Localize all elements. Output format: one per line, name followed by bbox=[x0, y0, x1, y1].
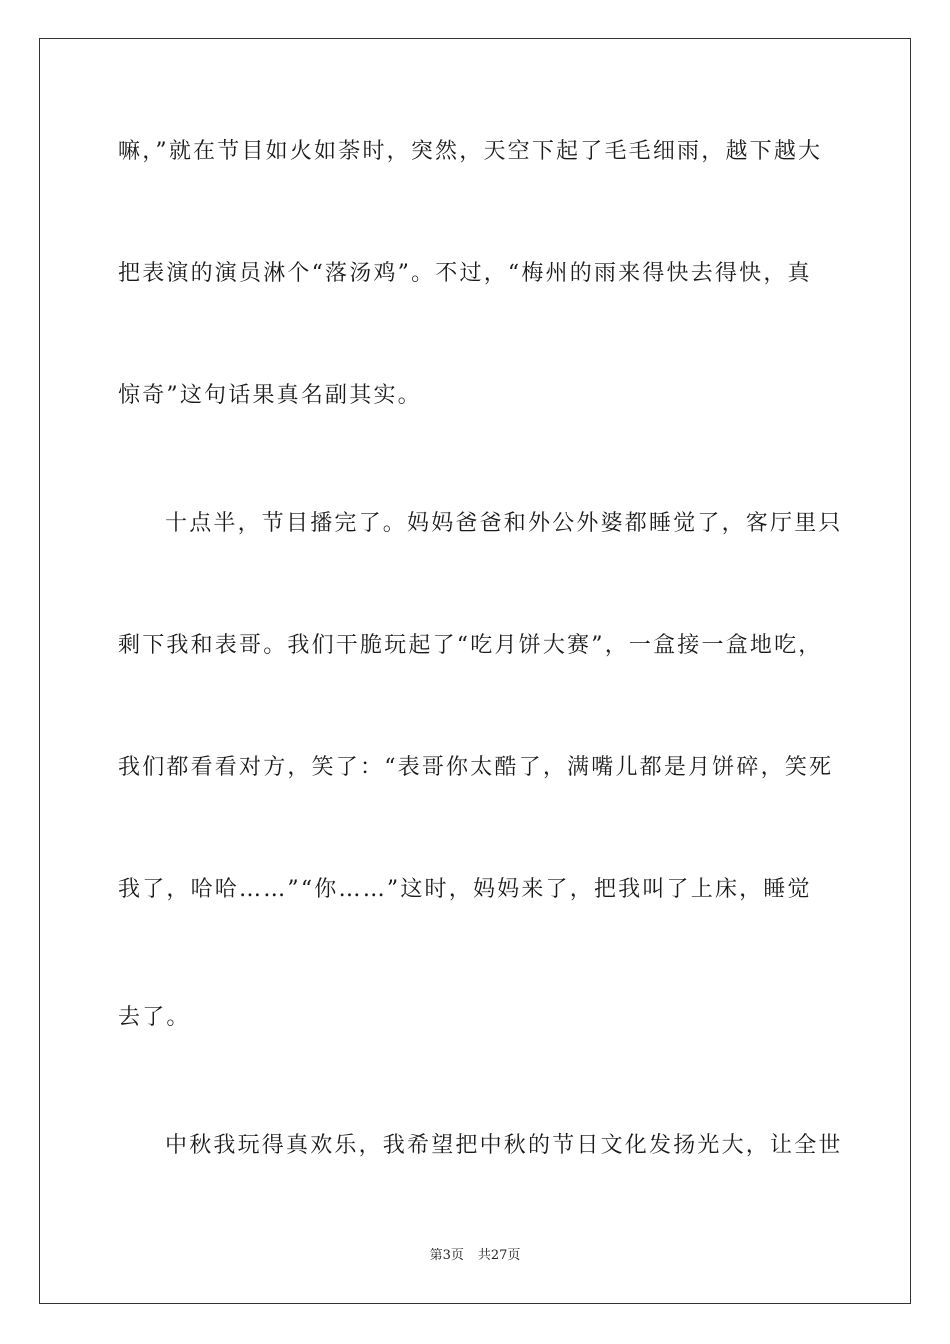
paragraph-line: 把表演的演员淋个“落汤鸡”。不过，“梅州的雨来得快去得快，真 bbox=[118, 261, 812, 286]
page-number: 第3页 bbox=[429, 1248, 464, 1263]
paragraph-line: 剩下我和表哥。我们干脆玩起了“吃月饼大赛”，一盒接一盒地吃， bbox=[118, 633, 823, 658]
page-total: 共27页 bbox=[477, 1248, 521, 1263]
page-border bbox=[39, 38, 911, 1304]
paragraph-line: 惊奇”这句话果真名副其实。 bbox=[118, 383, 422, 408]
paragraph-line: 十点半，节目播完了。妈妈爸爸和外公外婆都睡觉了，客厅里只 bbox=[165, 511, 843, 536]
paragraph-line: 我们都看看对方，笑了：“表哥你太酷了，满嘴儿都是月饼碎，笑死 bbox=[118, 755, 834, 780]
page-footer bbox=[0, 1246, 950, 1266]
paragraph-line: 中秋我玩得真欢乐，我希望把中秋的节日文化发扬光大，让全世 bbox=[165, 1133, 843, 1158]
paragraph-line: 去了。 bbox=[118, 1005, 191, 1030]
paragraph-line: 嘛，”就在节目如火如荼时，突然，天空下起了毛毛细雨，越下越大 bbox=[118, 139, 823, 164]
paragraph-line: 我了，哈哈……”“你……”这时，妈妈来了，把我叫了上床，睡觉 bbox=[118, 877, 812, 902]
